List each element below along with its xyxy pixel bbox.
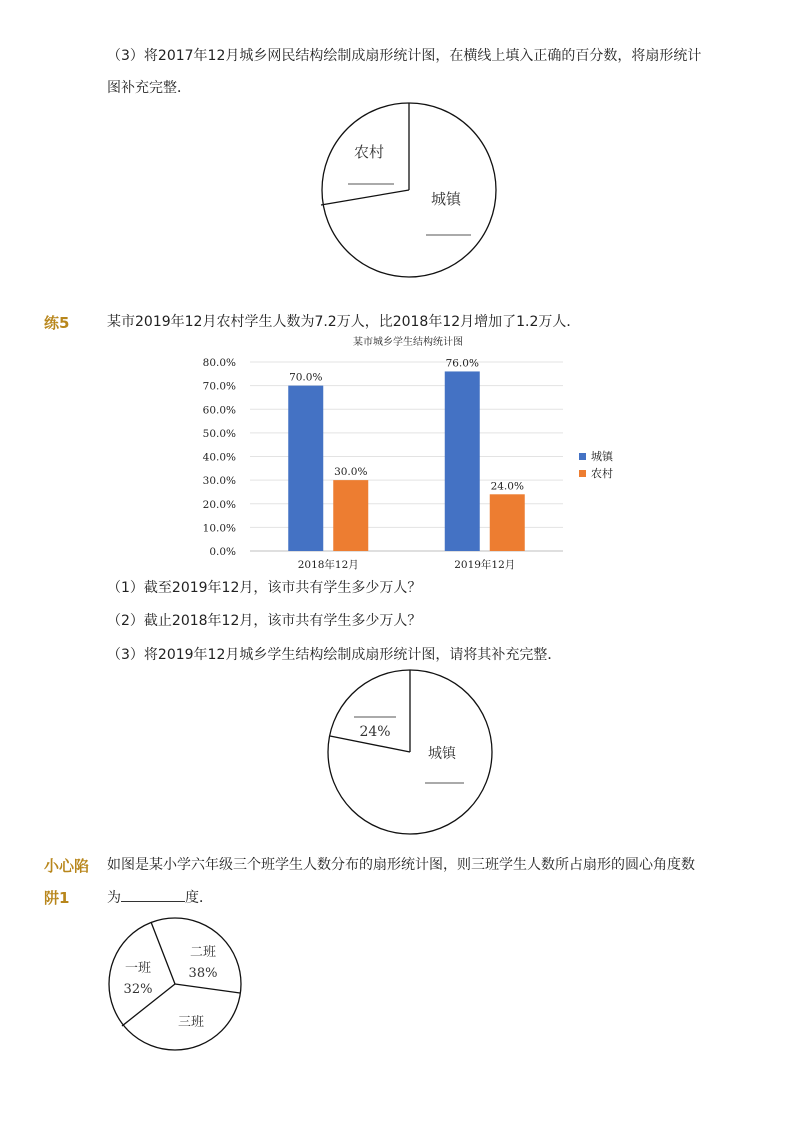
bar-urban (445, 371, 480, 551)
y-tick-label: 70.0% (202, 380, 236, 393)
y-tick-label: 80.0% (202, 357, 236, 369)
trap-line2-suffix: 度． (185, 890, 213, 906)
chart-title: 某市城乡学生结构统计图 (353, 337, 463, 348)
trap-label-line1: 小心陷 (44, 857, 90, 875)
question-3: （3）将2019年12月城乡学生结构绘制成扇形统计图，请将其补充完整． (107, 647, 562, 663)
q3-top-line1: （3）将2017年12月城乡网民结构绘制成扇形统计图，在横线上填入正确的百分数，将扇形统计 (107, 48, 702, 64)
y-tick-label: 60.0% (202, 404, 236, 417)
bar-chart (195, 330, 635, 580)
legend-label: 城镇 (591, 450, 613, 463)
y-tick-label: 0.0% (209, 546, 236, 558)
bar-rural (490, 494, 525, 551)
pie-value-class1: 32% (123, 982, 153, 997)
q3-top-line2: 图补充完整． (107, 80, 191, 96)
question-1: （1）截至2019年12月，该市共有学生多少万人？ (107, 580, 422, 596)
trap-label-line2: 阱1 (44, 889, 70, 907)
bar-value-label: 30.0% (334, 466, 368, 479)
bar-urban (288, 386, 323, 551)
pie-label-class1: 一班 (124, 961, 152, 976)
legend-swatch (579, 453, 586, 460)
y-tick-label: 10.0% (202, 522, 236, 535)
exercise-intro: 某市2019年12月农村学生人数为7.2万人，比2018年12月增加了1.2万人． (107, 314, 581, 330)
y-tick-label: 50.0% (202, 427, 236, 440)
question-2: （2）截止2018年12月，该市共有学生多少万人？ (107, 613, 422, 629)
pie-label-urban: 城镇 (428, 746, 456, 762)
bar-value-label: 70.0% (289, 371, 323, 384)
legend-label: 农村 (591, 467, 613, 480)
pie-label-class2: 二班 (189, 945, 217, 960)
exercise-label: 练5 (44, 314, 70, 332)
x-tick-label: 2019年12月 (454, 559, 516, 571)
pie-value-class2: 38% (188, 966, 218, 981)
trap-line2-prefix: 为 (107, 890, 121, 906)
answer-blank[interactable] (121, 887, 185, 902)
pie-class-distribution (102, 913, 248, 1059)
bar-value-label: 24.0% (490, 480, 524, 493)
bar-rural (333, 480, 368, 551)
pie-2019-urban-rural (322, 664, 498, 840)
x-tick-label: 2018年12月 (297, 559, 359, 571)
bar-value-label: 76.0% (445, 357, 479, 370)
y-tick-label: 40.0% (202, 451, 236, 464)
pie-2017-urban-rural (310, 100, 510, 290)
pie-value-rural: 24% (359, 724, 391, 740)
y-tick-label: 30.0% (202, 475, 236, 488)
pie-label-rural: 农村 (354, 143, 385, 161)
y-tick-label: 20.0% (202, 498, 236, 511)
legend-swatch (579, 470, 586, 477)
trap-line1: 如图是某小学六年级三个班学生人数分布的扇形统计图，则三班学生人数所占扇形的圆心角度数 (107, 857, 695, 873)
pie-label-urban: 城镇 (431, 190, 462, 208)
trap-line2 (107, 887, 213, 908)
pie-label-class3: 三班 (177, 1015, 205, 1030)
